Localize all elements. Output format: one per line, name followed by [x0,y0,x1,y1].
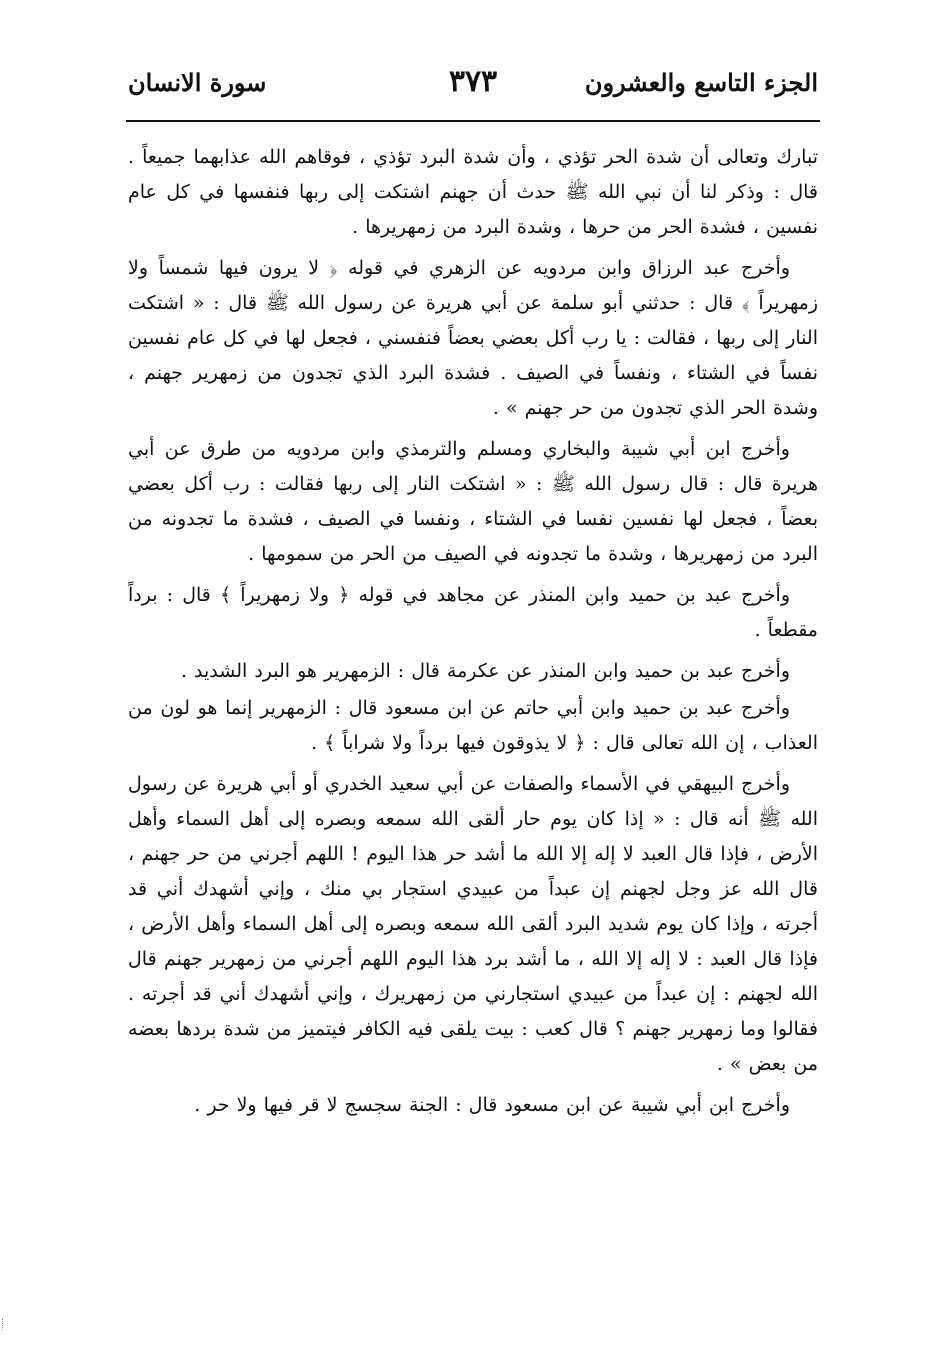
scan-mark [2,1318,6,1330]
paragraph-7: وأخرج البيهقي في الأسماء والصفات عن أبي سعيد الخدري أو أبي هريرة عن رسول الله ﷺ أنه قال : « إذا كان يوم حار ألقى الله سمعه وبصره إلى أهل السماء وأهل الأرض ، فإذا قال العبد لا إله إلا الله ما أشد حر هذا اليوم ! اللهم أجرني من حر جهنم ، قال الله عز وجل لجهنم إن عبداً من عبيدي استجار بي منك ، وإني أشهدك أني قد أجرته ، وإذا كان يوم شديد البرد ألقى الله سمعه وبصره إلى أهل السماء وأهل الأرض ، فإذا قال العبد : لا إله إلا الله ، ما أشد برد هذا اليوم اللهم أجرني من زمهرير جهنم قال الله لجهنم : إن عبداً من عبيدي استجارني من زمهريرك ، وإني أشهدك أني قد أجرته . فقالوا وما زمهرير جهنم ؟ قال كعب : بيت يلقى فيه الكافر فيتميز من شدة بردها بعضه من بعض » . [128,773,818,1075]
page-number: ٣٧٣ [448,64,498,99]
surah-title: سورة الانسان [128,68,267,97]
paragraph-4: وأخرج عبد بن حميد وابن المنذر عن مجاهد في قوله ﴿ ولا زمهريراً ﴾ قال : برداً مقطعاً . [128,584,818,641]
paragraph-8: وأخرج ابن أبي شيبة عن ابن مسعود قال : الجنة سجسج لا قر فيها ولا حر . [194,1094,790,1116]
paragraph-1: تبارك وتعالى أن شدة الحر تؤذي ، وأن شدة البرد تؤذي ، فوقاهم الله عذابهما جميعاً . قال : وذكر لنا أن نبي الله ﷺ حدث أن جهنم اشتكت إلى ربها فنفسها في كل عام نفسين ، فشدة الحر من حرها ، وشدة البرد من زمهريرها . [128,146,818,238]
paragraph-3: وأخرج ابن أبي شيبة والبخاري ومسلم والترمذي وابن مردويه من طرق عن أبي هريرة قال : قال رسول الله ﷺ : « اشتكت النار إلى ربها فقالت : رب أكل بعضي بعضاً ، فجعل لها نفسين نفسا في الشتاء ، ونفسا في الصيف ، فشدة ما تجدونه من البرد من زمهريرها ، وشدة ما تجدونه في الصيف من الحر من سمومها . [128,438,818,565]
page-body [128,140,818,1129]
paragraph-2: وأخرج عبد الرزاق وابن مردويه عن الزهري في قوله ﴿ لا يرون فيها شمساً ولا زمهريراً ﴾ قال : حدثني أبو سلمة عن أبي هريرة عن رسول الله ﷺ قال : « اشتكت النار إلى ربها ، فقالت : يا رب أكل بعضي بعضاً فنفسني ، فجعل لها في كل عام نفسين نفساً في الشتاء ، ونفساً في الصيف . فشدة البرد الذي تجدون من زمهرير جهنم ، وشدة الحر الذي تجدون من حر جهنم » . [128,257,818,419]
juz-title: الجزء التاسع والعشرون [584,68,818,97]
paragraph-6: وأخرج عبد بن حميد وابن أبي حاتم عن ابن مسعود قال : الزمهرير إنما هو لون من العذاب ، إن الله تعالى قال : ﴿ لا يذوقون فيها برداً ولا شراباً ﴾ . [128,697,818,754]
page-header [128,60,818,112]
paragraph-5: وأخرج عبد بن حميد وابن المنذر عن عكرمة قال : الزمهرير هو البرد الشديد . [180,660,790,682]
header-divider [126,120,820,122]
